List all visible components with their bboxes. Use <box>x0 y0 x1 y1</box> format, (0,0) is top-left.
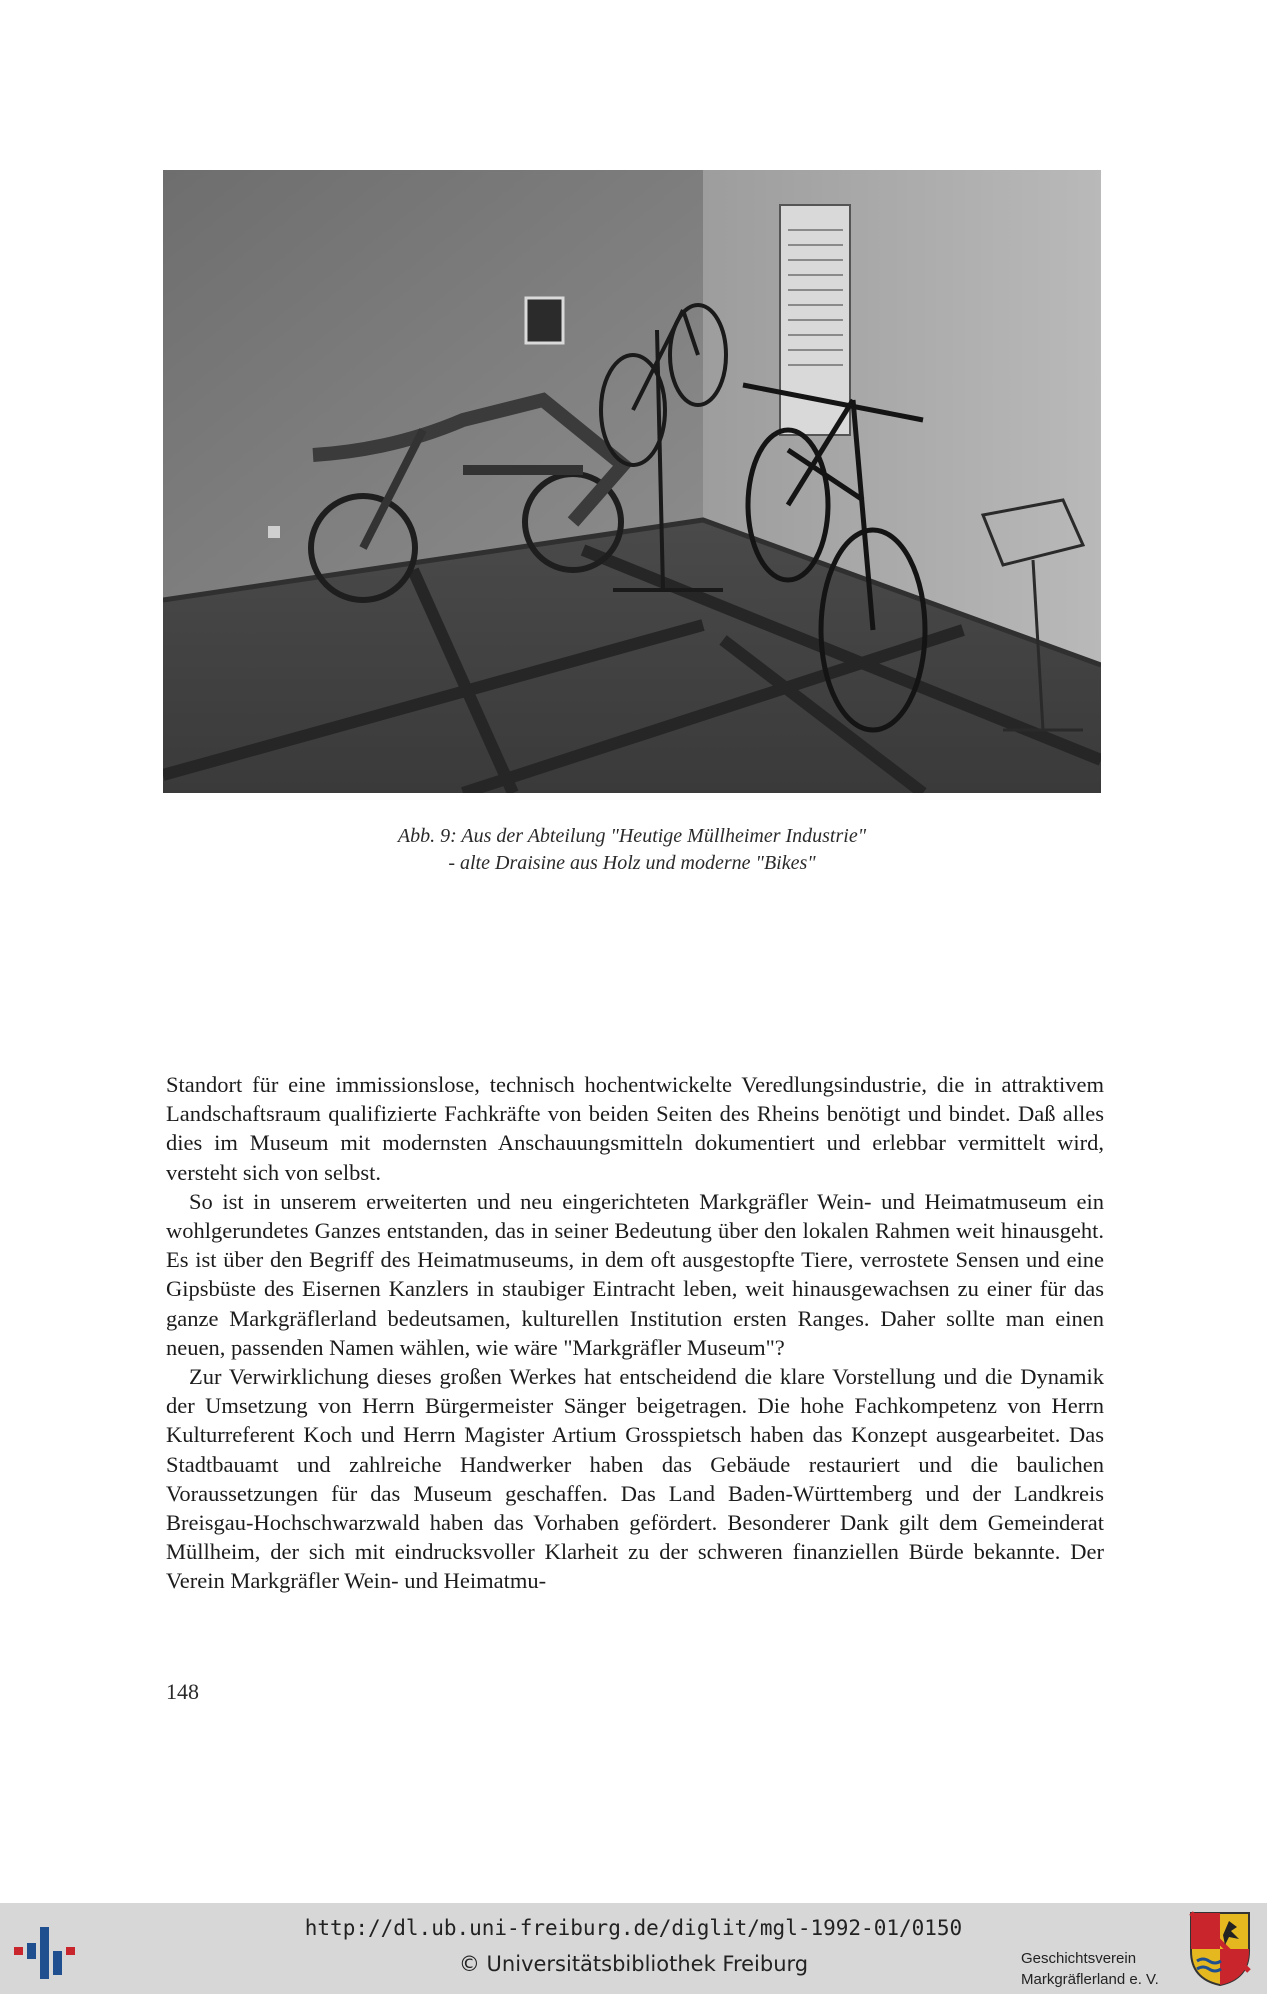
paragraph-1: Standort für eine immissionslose, technisch hochentwickelte Veredlungsindustrie, die in attraktivem Landschaftsraum qualifizierte Fachkräfte von beiden Seiten des Rheins benötigt und bindet. Daß alles dies im Museum mit modernsten Anschauungsmitteln dokumentiert und erlebbar vermittelt wird, versteht sich von selbst. <box>166 1072 1104 1185</box>
footer-copyright: © Universitätsbibliothek Freiburg <box>458 1952 809 1976</box>
page-number: 148 <box>166 1679 199 1704</box>
coat-of-arms-icon <box>1189 1911 1251 1987</box>
body-text <box>166 1070 1104 1596</box>
photo-image <box>163 170 1101 793</box>
society-line-2: Markgräflerland e. V. <box>1021 1971 1159 1988</box>
caption-line-1: Abb. 9: Aus der Abteilung "Heutige Müllheimer Industrie" <box>397 825 867 847</box>
paragraph-2: So ist in unserem erweiterten und neu eingerichteten Markgräfler Wein- und Heimatmuseum ein wohlgerundetes Ganzes entstanden, das in seiner Bedeutung über den lokalen Rahmen weit hinausgeht. Es ist über den Begriff des Heimatmuseums, in dem oft ausgestopfte Tiere, verrostete Sensen und eine Gipsbüste des Eisernen Kanzlers in staubiger Eintracht leben, weit hinausgewachsen zu einer für das ganze Markgräflerland bedeutsamen, kulturellen Institution ersten Ranges. Daher sollte man einen neuen, passenden Namen wählen, wie wäre "Markgräfler Museum"? <box>166 1188 1104 1360</box>
footer-bar <box>0 1903 1267 1994</box>
museum-bicycles-photo <box>163 170 1101 793</box>
footer-society-name <box>1021 1948 1196 1990</box>
society-line-1: Geschichtsverein <box>1021 1950 1137 1967</box>
footer-url-link[interactable]: http://dl.ub.uni-freiburg.de/diglit/mgl-1992-01/0150 <box>304 1916 963 1940</box>
caption-line-2: - alte Draisine aus Holz und moderne "Bikes" <box>448 852 816 874</box>
paragraph-3: Zur Verwirklichung dieses großen Werkes hat entscheidend die klare Vorstellung und die Dynamik der Umsetzung von Herrn Bürgermeister Sänger beigetragen. Die hohe Fachkompetenz von Herrn Kulturreferent Koch und Herrn Magister Artium Grosspietsch haben das Konzept ausgearbeitet. Das Stadtbauamt und zahlreiche Handwerker haben das Gebäude restauriert und die baulichen Voraussetzungen für das Museum geschaffen. Das Land Baden-Württemberg und der Landkreis Breisgau-Hochschwarzwald haben das Vorhaben gefördert. Besonderer Dank gilt dem Gemeinderat Müllheim, der sich mit eindrucksvoller Klarheit zu der schweren finanziellen Bürde bekannte. Der Verein Markgräfler Wein- und Heimatmu- <box>166 1364 1104 1594</box>
figure-caption <box>163 823 1101 877</box>
